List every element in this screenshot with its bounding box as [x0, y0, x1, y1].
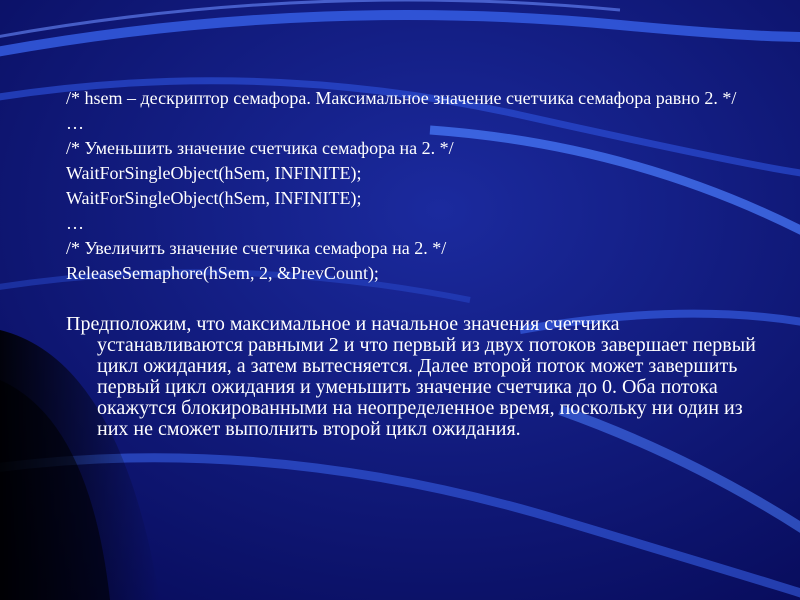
- ellipsis-line: …: [66, 213, 84, 233]
- code-comment-line: /* hsem – дескриптор семафора. Максимальное значение счетчика семафора равно 2. */: [66, 88, 737, 108]
- code-line: WaitForSingleObject(hSem, INFINITE);: [66, 163, 362, 183]
- explanation-paragraph: Предположим, что максимальное и начальное значения счетчика устанавливаются равными 2 и что первый из двух потоков завершает первый цикл ожидания, а затем вытесняется. Далее второй поток может завершить первый цикл ожидания и уменьшить значение счетчика до 0. Оба потока окажутся блокированными на неопределенное время, поскольку ни один из них не сможет выполнить второй цикл ожидания.: [66, 313, 756, 440]
- code-line: WaitForSingleObject(hSem, INFINITE);: [66, 188, 362, 208]
- code-comment-line: /* Увеличить значение счетчика семафора на 2. */: [66, 238, 447, 258]
- ellipsis-line: …: [66, 113, 84, 133]
- code-line: ReleaseSemaphore(hSem, 2, &PrevCount);: [66, 263, 379, 283]
- slide-content: [66, 88, 756, 440]
- code-comment-line: /* Уменьшить значение счетчика семафора на 2. */: [66, 138, 454, 158]
